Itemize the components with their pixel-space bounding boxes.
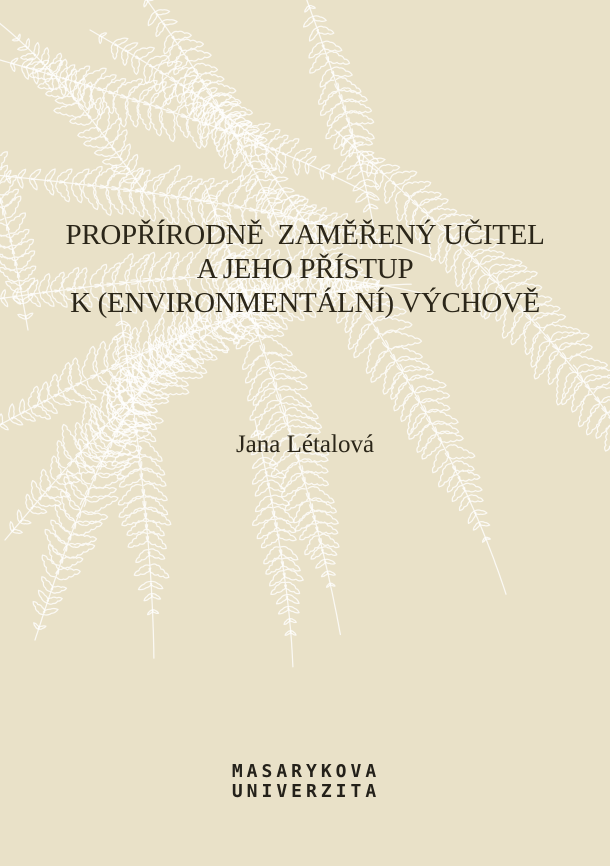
author-name: Jana Létalová (235, 431, 375, 458)
book-title-line-3: K (ENVIRONMENTÁLNÍ) VÝCHOVĚ (70, 287, 540, 319)
publisher-name-line-2: UNIVERZITA (231, 781, 381, 802)
book-title-line-2: A JEHO PŘÍSTUP (196, 253, 414, 285)
publisher-name-line-1: MASARYKOVA (231, 761, 381, 782)
publisher-logo (0, 762, 610, 802)
book-title (0, 218, 610, 320)
book-title-line-1: PROPŘÍRODNĚ ZAMĚŘENÝ UČITEL (65, 219, 545, 251)
